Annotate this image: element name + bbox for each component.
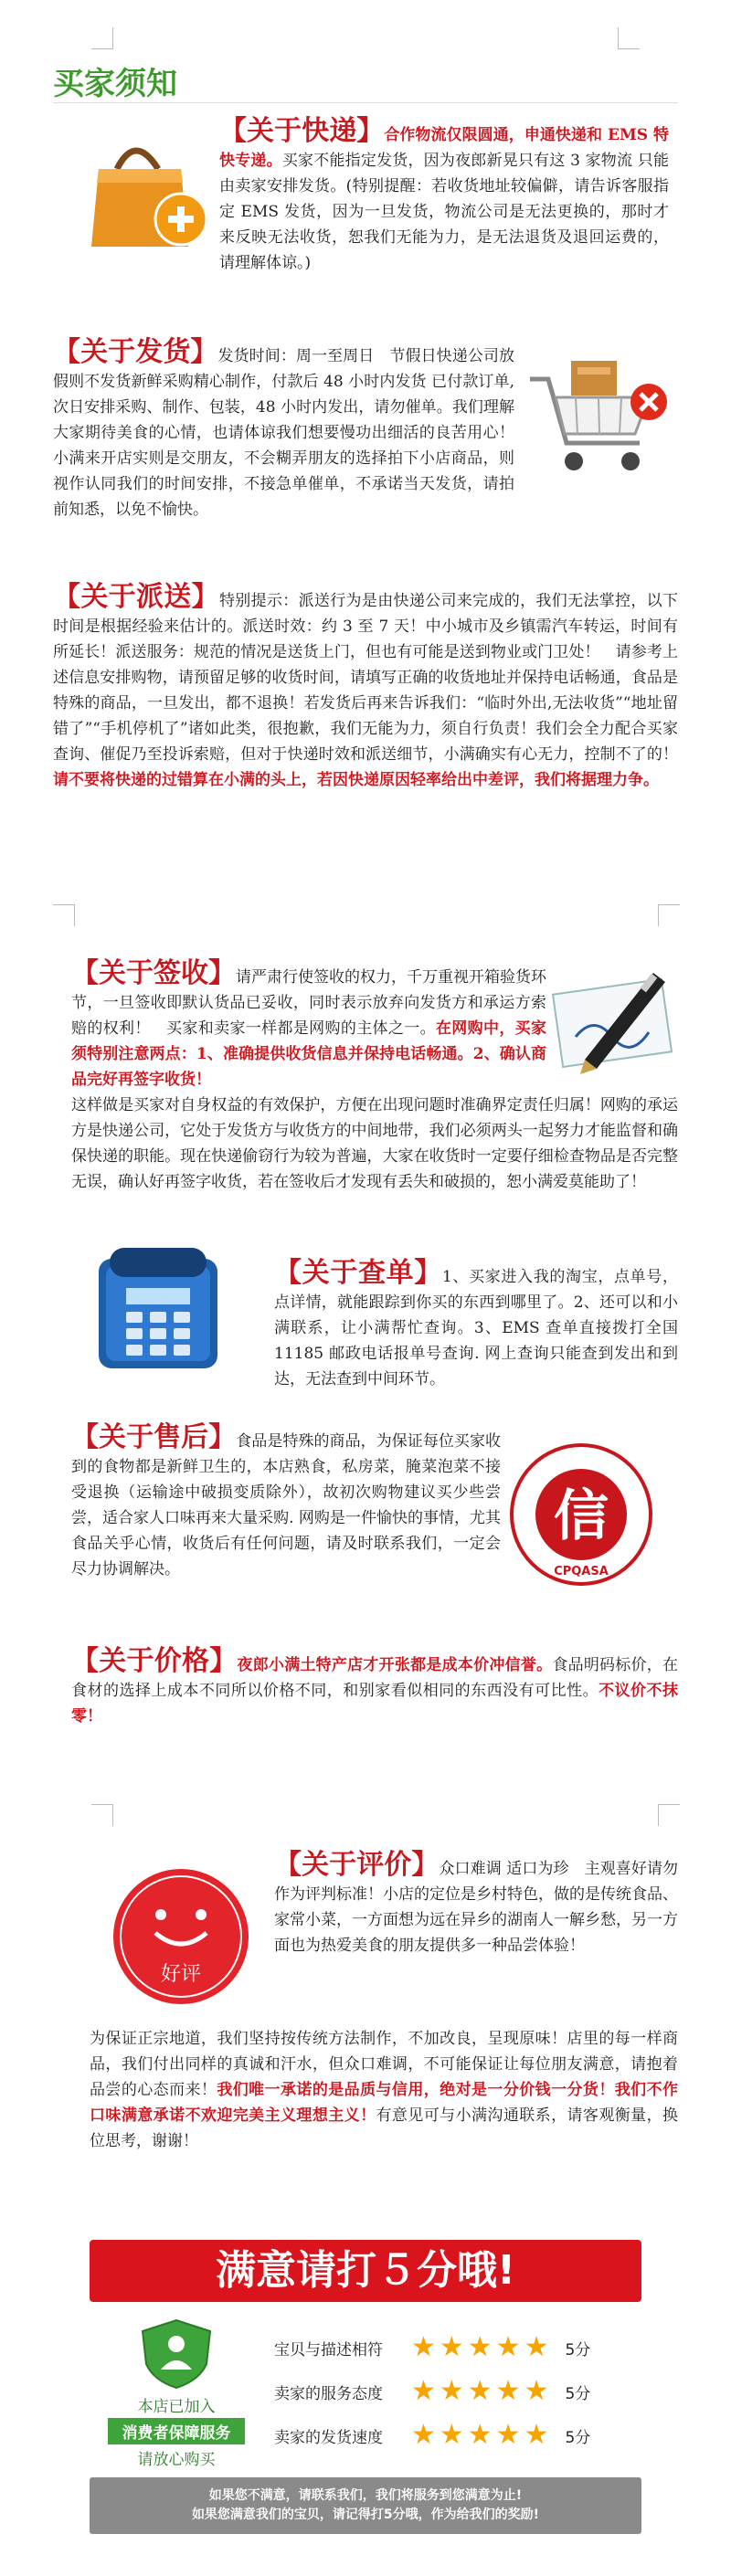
footer-line-2: 如果您满意我们的宝贝，请记得打5分哦，作为给我们的奖励! [191, 2507, 540, 2522]
rating-row-label: 宝贝与描述相符 [274, 2340, 383, 2360]
sign-text-1: 请严肃行使签收的权力，千万重视开箱验货环节，一旦签收即默认货品已妥收，同时表示放弃向发货方和承运方索赔的权利！ 买家和卖家一样都是网购的主体之一。 [71, 968, 546, 1038]
review-text-2: 为保证正宗地道，我们坚持按传统方法制作，不加改良，呈现原味！店里的每一样商品，我们付出同样的真诚和汗水，但众口难调，不可能保证让每位朋友满意，请抱着品尝的心态而来！ [90, 2030, 678, 2099]
sign-text-2: 这样做是买家对自身权益的有效保护，方便在出现问题时准确界定责任归属！网购的承运方是快递公司，它处于发货方与收货方的中间地带，我们必须两头一起努力才能监督和确保快递的职能。现在快递偷窃行为较为普遍，大家在收货时一定要仔细检查物品是否完整无误，确认好再签字收货，若在签收后才发现有丢失和破损的，恕小满爱莫能助了！ [71, 1096, 678, 1191]
after-sales-text: 食品是特殊的商品，为保证每位买家收到的食物都是新鲜卫生的，本店熟食，私房菜，腌菜泡菜不接受退换（运输途中破损变质除外），故初次购物建议买少些尝尝，适合家人口味再来大量采购. 网购是一件愉快的事情，尤其食品关乎心情，收货后有任何问题，请及时联系我们，一定会尽力协调解决。 [71, 1432, 502, 1578]
shipping-heading: 【关于发货】 [53, 336, 218, 368]
shipping-text: 发货时间：周一至周日 节假日快递公司放假则不发货新鲜采购精心制作，付款后 48 小时内发货 已付款订单,次日安排采购、制作、包装，48 小时内发出，请勿催单。我们理解大家期待美食的心情，也请体谅我们想要慢功出细活的良苦用心！小满来开店实则是交朋友，不会糊弄朋友的选择拍下小店商品，则视作认同我们的时间安排，不接急单催单，不承诺当天发货，请拍前知悉，以免不愉快。 [53, 347, 514, 519]
review-section-2 [90, 2026, 678, 2154]
pen-signature-icon [548, 959, 676, 1078]
badge-line-2: 消费者保障服务 [108, 2418, 245, 2444]
rating-row-label: 卖家的发货速度 [274, 2428, 383, 2447]
smiley-icon [108, 1863, 254, 2010]
star-icon: ★★★★★ [411, 2375, 553, 2407]
star-icon: ★★★★★ [411, 2419, 553, 2451]
credit-badge-icon [508, 1441, 654, 1588]
price-heading: 【关于价格】 [71, 1645, 238, 1677]
delivery-heading: 【关于派送】 [53, 581, 219, 613]
price-text: 食品明码标价，在食材的选择上成本不同所以价格不同，和别家看似相同的东西没有可比性。 [71, 1656, 679, 1700]
after-sales-section [71, 1421, 502, 1582]
crop-mark [53, 904, 75, 926]
review-section [274, 1849, 679, 1958]
delivery-warning: 请不要将快递的过错算在小满的头上，若因快递原因轻率给出中差评，我们将据理力争。 [53, 771, 659, 789]
rating-row [274, 2370, 658, 2413]
review-text-3: 有意见可与小满沟通联系，请客观衡量，换位思考，谢谢！ [90, 2106, 678, 2150]
express-text: 买家不能指定发货，因为夜郎新晃只有这 3 家物流 只能由卖家安排发货。(特别提醒：若收货地址较偏僻，请告诉客服指定 EMS 发货，因为一旦发货，物流公司是无法更换的，那时才来反映无法收货，恕我们无能为力，是无法退货及退回运费的，请理解体谅。) [219, 152, 669, 272]
after-sales-heading: 【关于售后】 [71, 1421, 237, 1453]
rating-banner-text: 满意请打５分哦! [215, 2247, 516, 2294]
sign-heading: 【关于签收】 [71, 957, 236, 989]
delivery-text: 特别提示：派送行为是由快递公司来完成的，我们无法掌控，以下时间是根据经验来估计的。派送时效：约 3 至 7 天！中小城市及乡镇需汽车转运，时间有所延长！派送服务：规范的情况是送货上门，但也有可能是送到物业或门卫处！ 请参考上述信息安排购物，请预留足够的收货时间，请填写正确的收货地址并保持电话畅通，食品是特殊的商品，一旦发出，都不退换！若发货后再来告诉我们：“临时外出,无法收货”“地址留错了”“手机停机了”诸如此类，很抱歉，我们无能为力，须自行负责！我们会全力配合买家查询、催促乃至投诉索赔，但对于快递时效和派送细节，小满确实有心无力，控制不了的！ [53, 592, 679, 764]
rating-row-label: 卖家的服务态度 [274, 2384, 383, 2403]
price-end: 不议价不抹零！ [71, 1682, 679, 1726]
tracking-heading: 【关于查单】 [274, 1257, 442, 1289]
rating-row-score: 5分 [565, 2340, 591, 2360]
crop-mark [91, 27, 113, 49]
footer-line-1: 如果您不满意，请联系我们，我们将服务到您满意为止! [208, 2488, 523, 2503]
telephone-icon [90, 1240, 227, 1378]
crop-mark [658, 904, 680, 926]
sign-warning: 在网购中，买家须特别注意两点：1、准确提供收货信息并保持电话畅通。2、确认商品完好再签字收货！ [71, 1019, 547, 1089]
tracking-text: 1、买家进入我的淘宝，点单号，点详情，就能跟踪到你买的东西到哪里了。2、还可以和小满联系，让小满帮忙查询。3、EMS 查单直接拨打全国 11185 邮政电话报单号查询. 网上查询只能查到发出和到达，无法查到中间环节。 [274, 1268, 678, 1388]
express-heading: 【关于快递】 [219, 115, 385, 147]
express-lead: 合作物流仅限圆通，申通快递和 EMS 特快专递。 [219, 126, 670, 170]
badge-line-1: 本店已加入 [137, 2398, 216, 2416]
rating-row [274, 2326, 658, 2370]
credit-badge-bottom: CPQASA [554, 1565, 609, 1578]
page-title: 买家须知 [53, 66, 177, 102]
rating-row-score: 5分 [565, 2384, 591, 2403]
review-text-1: 众口难调 适口为珍 主观喜好请勿作为评判标准！小店的定位是乡村特色，做的是传统食品、家常小菜，一方面想为远在异乡的湖南人一解乡愁，另一方面也为热爱美食的朋友提供多一种品尝体验！ [274, 1860, 679, 1955]
consumer-protection-icon [108, 2317, 245, 2469]
shopping-cart-remove-icon [521, 347, 676, 484]
rating-row [274, 2413, 658, 2457]
badge-line-3: 请放心购买 [137, 2451, 216, 2469]
rating-footer [90, 2477, 641, 2534]
tracking-section [274, 1257, 678, 1392]
express-section [111, 115, 670, 276]
credit-badge-char: 信 [554, 1484, 609, 1548]
crop-mark [618, 27, 640, 49]
star-icon: ★★★★★ [411, 2331, 553, 2363]
title-divider [53, 102, 678, 103]
smiley-label: 好评 [160, 1963, 202, 1986]
review-heading: 【关于评价】 [274, 1849, 440, 1881]
price-section [71, 1645, 679, 1729]
crop-mark [91, 1804, 113, 1826]
crop-mark [658, 1804, 680, 1826]
review-commitment: 我们唯一承诺的是品质与信用，绝对是一分价钱一分货！我们不作口味满意承诺不欢迎完美主义理想主义！ [90, 2081, 679, 2125]
shipping-section [53, 336, 514, 523]
rating-row-score: 5分 [565, 2428, 591, 2447]
rating-rows [274, 2326, 658, 2457]
delivery-section [53, 581, 679, 793]
rating-banner [90, 2240, 641, 2302]
price-lead: 夜郎小满土特产店才开张都是成本价冲信誉。 [237, 1656, 553, 1674]
